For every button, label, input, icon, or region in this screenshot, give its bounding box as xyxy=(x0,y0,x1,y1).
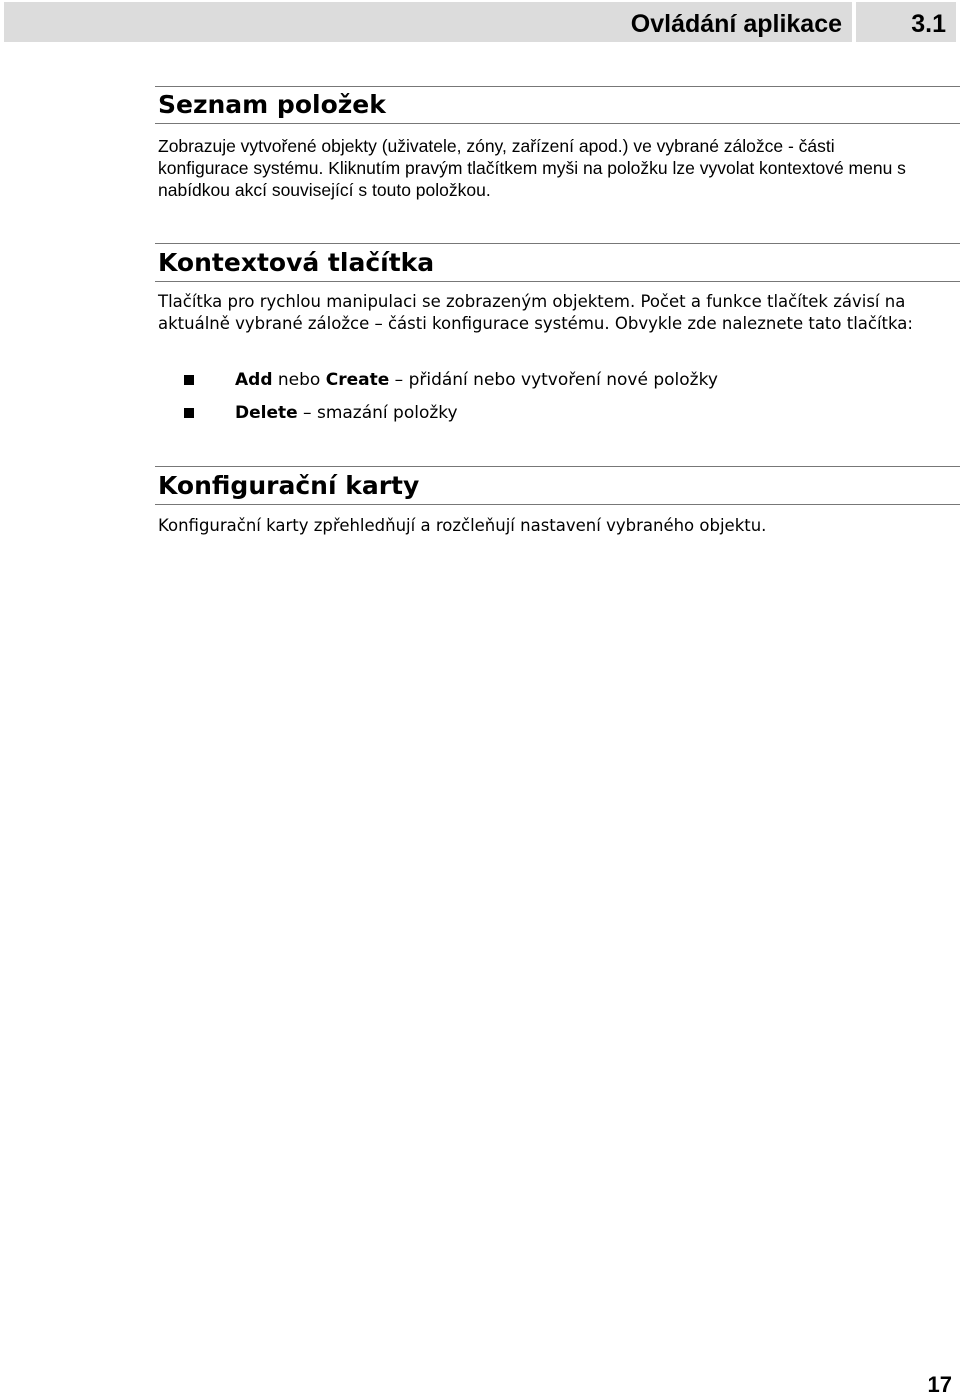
section-title-konfiguracni: Konfigurační karty xyxy=(158,471,420,500)
page-header xyxy=(0,0,960,46)
list-item-text xyxy=(235,400,458,426)
square-bullet-icon xyxy=(184,408,194,418)
square-bullet-icon xyxy=(184,375,194,385)
delete-label: Delete xyxy=(235,403,298,423)
delete-description: – smazání položky xyxy=(297,403,458,423)
section-rule xyxy=(155,466,960,467)
section-rule xyxy=(155,243,960,244)
section-rule xyxy=(155,86,960,87)
header-title: Ovládání aplikace xyxy=(630,10,842,38)
section-text-seznam: Zobrazuje vytvořené objekty (uživatele, zóny, zařízení apod.) ve vybrané záložce - části konfigurace systému. Kliknutím pravým tlačítkem myši na položku lze vyvolat kontextové menu s nabídkou akcí související s touto položkou. xyxy=(158,136,906,200)
chapter-number: 3.1 xyxy=(911,10,946,38)
section-text-konfiguracni: Konfigurační karty zpřehledňují a rozčleňují nastavení vybraného objektu. xyxy=(158,516,767,535)
or-text: nebo xyxy=(272,370,326,390)
section-rule xyxy=(155,123,960,124)
page-number: 17 xyxy=(927,1372,952,1397)
section-text-kontextova: Tlačítka pro rychlou manipulaci se zobrazeným objektem. Počet a funkce tlačítek závisí na aktuálně vybrané záložce – části konfigurace systému. Obvykle zde naleznete tato tlačítka: xyxy=(158,292,913,333)
section-rule xyxy=(155,504,960,505)
add-label: Add xyxy=(235,370,273,390)
section-title-seznam: Seznam položek xyxy=(158,90,386,119)
list-item-text xyxy=(235,367,718,393)
add-description: – přidání nebo vytvoření nové položky xyxy=(389,370,718,390)
section-rule xyxy=(155,281,960,282)
section-title-kontextova: Kontextová tlačítka xyxy=(158,248,435,277)
create-label: Create xyxy=(325,370,390,390)
